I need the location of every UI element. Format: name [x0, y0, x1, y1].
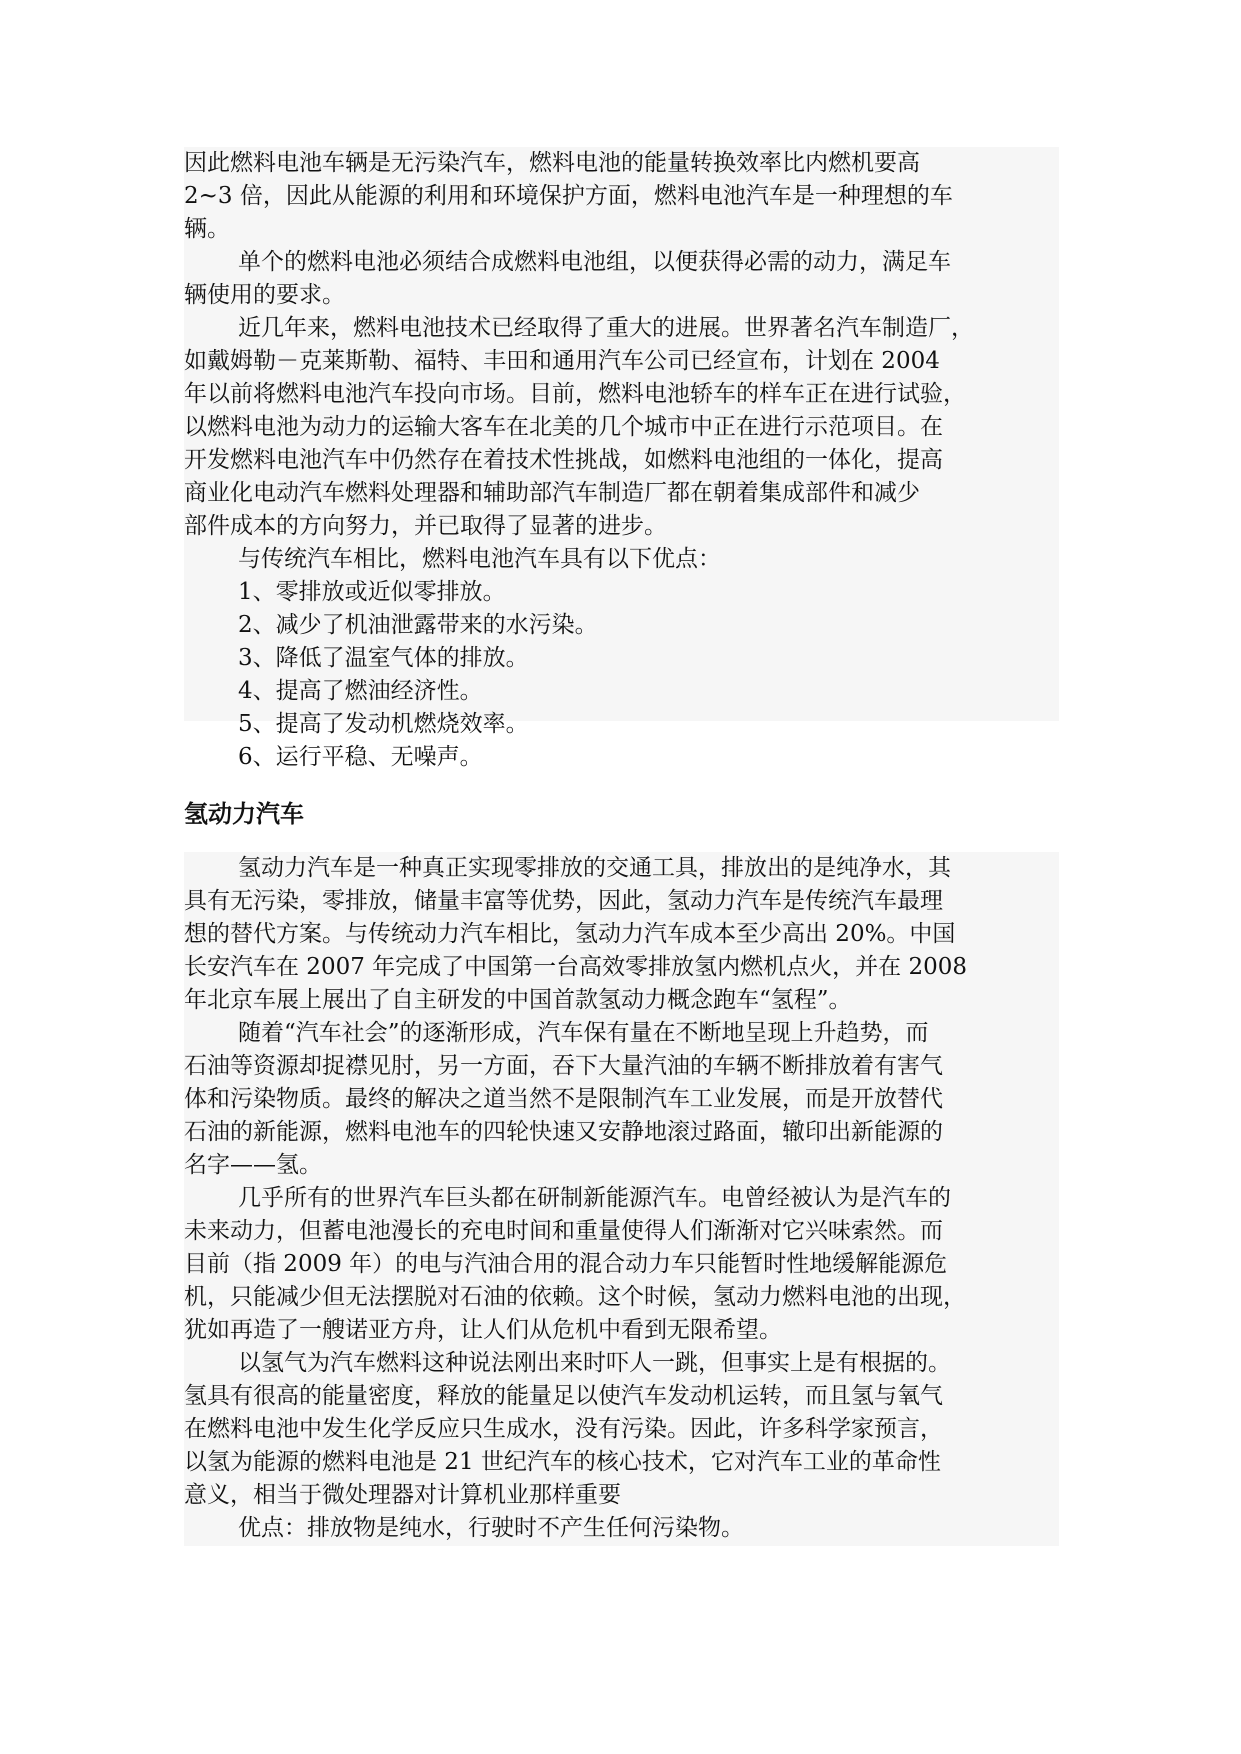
- text-line: 如戴姆勒－克莱斯勒、福特、丰田和通用汽车公司已经宣布，计划在 2004: [184, 348, 940, 374]
- text-line: 在燃料电池中发生化学反应只生成水，没有污染。因此，许多科学家预言，: [184, 1416, 943, 1442]
- section-heading: 氢动力汽车: [184, 800, 304, 828]
- text-line: 未来动力，但蓄电池漫长的充电时间和重量使得人们渐渐对它兴味索然。而: [184, 1218, 943, 1244]
- text-line: 体和污染物质。最终的解决之道当然不是限制汽车工业发展，而是开放替代: [184, 1086, 943, 1112]
- text-line: 几乎所有的世界汽车巨头都在研制新能源汽车。电曾经被认为是汽车的: [238, 1185, 951, 1211]
- text-line: 与传统汽车相比，燃料电池汽车具有以下优点：: [238, 546, 721, 572]
- text-line: 3、降低了温室气体的排放。: [238, 645, 529, 671]
- text-line: 意义，相当于微处理器对计算机业那样重要: [184, 1482, 621, 1508]
- text-line: 辆使用的要求。: [184, 282, 345, 308]
- text-line: 长安汽车在 2007 年完成了中国第一台高效零排放氢内燃机点火，并在 2008: [184, 954, 967, 980]
- text-line: 优点：排放物是纯水，行驶时不产生任何污染物。: [238, 1515, 744, 1541]
- text-line: 以氢气为汽车燃料这种说法刚出来时吓人一跳，但事实上是有根据的。: [238, 1350, 951, 1376]
- text-line: 因此燃料电池车辆是无污染汽车，燃料电池的能量转换效率比内燃机要高: [184, 150, 920, 176]
- text-line: 氢动力汽车是一种真正实现零排放的交通工具，排放出的是纯净水，其: [238, 855, 951, 881]
- text-line: 犹如再造了一艘诺亚方舟，让人们从危机中看到无限希望。: [184, 1317, 782, 1343]
- text-line: 6、运行平稳、无噪声。: [238, 744, 483, 770]
- text-line: 机，只能减少但无法摆脱对石油的依赖。这个时候，氢动力燃料电池的出现，: [184, 1284, 966, 1310]
- text-block-fuel-cell: [184, 147, 1059, 770]
- text-line: 想的替代方案。与传统动力汽车相比，氢动力汽车成本至少高出 20%。中国: [184, 921, 956, 947]
- text-line: 部件成本的方向努力，并已取得了显著的进步。: [184, 513, 667, 539]
- text-line: 近几年来，燃料电池技术已经取得了重大的进展。世界著名汽车制造厂，: [238, 315, 974, 341]
- text-line: 以氢为能源的燃料电池是 21 世纪汽车的核心技术，它对汽车工业的革命性: [184, 1449, 941, 1475]
- text-line: 具有无污染，零排放，储量丰富等优势，因此，氢动力汽车是传统汽车最理: [184, 888, 943, 914]
- text-line: 年北京车展上展出了自主研发的中国首款氢动力概念跑车“氢程”。: [184, 987, 852, 1013]
- text-line: 2、减少了机油泄露带来的水污染。: [238, 612, 598, 638]
- text-line: 1、零排放或近似零排放。: [238, 579, 506, 605]
- text-line: 辆。: [184, 216, 230, 242]
- text-line: 单个的燃料电池必须结合成燃料电池组，以便获得必需的动力，满足车: [238, 249, 951, 275]
- text-line: 4、提高了燃油经济性。: [238, 678, 483, 704]
- text-line: 5、提高了发动机燃烧效率。: [238, 711, 529, 737]
- text-line: 开发燃料电池汽车中仍然存在着技术性挑战，如燃料电池组的一体化，提高: [184, 447, 943, 473]
- text-line: 商业化电动汽车燃料处理器和辅助部汽车制造厂都在朝着集成部件和减少: [184, 480, 920, 506]
- text-line: 名字——氢。: [184, 1152, 322, 1178]
- text-block-hydrogen: [184, 852, 1059, 1546]
- document-page: [184, 0, 1059, 1754]
- text-line: 氢具有很高的能量密度，释放的能量足以使汽车发动机运转，而且氢与氧气: [184, 1383, 943, 1409]
- text-line: 年以前将燃料电池汽车投向市场。目前，燃料电池轿车的样车正在进行试验，: [184, 381, 966, 407]
- text-line: 目前（指 2009 年）的电与汽油合用的混合动力车只能暂时性地缓解能源危: [184, 1251, 948, 1277]
- text-line: 石油等资源却捉襟见肘，另一方面，吞下大量汽油的车辆不断排放着有害气: [184, 1053, 943, 1079]
- text-line: 石油的新能源，燃料电池车的四轮快速又安静地滚过路面，辙印出新能源的: [184, 1119, 943, 1145]
- text-line: 2~3 倍，因此从能源的利用和环境保护方面，燃料电池汽车是一种理想的车: [184, 183, 953, 209]
- text-line: 随着“汽车社会”的逐渐形成，汽车保有量在不断地呈现上升趋势，而: [238, 1020, 929, 1046]
- text-line: 以燃料电池为动力的运输大客车在北美的几个城市中正在进行示范项目。在: [184, 414, 943, 440]
